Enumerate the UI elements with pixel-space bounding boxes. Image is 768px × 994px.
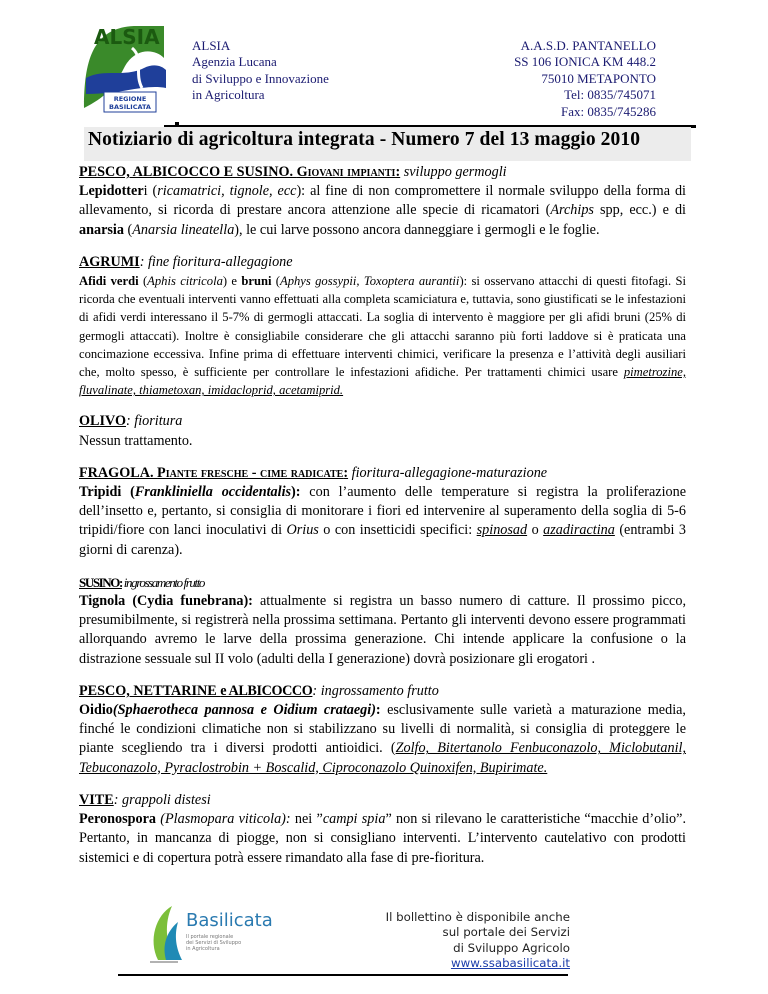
crop-stage: : grappoli distesi — [113, 791, 211, 808]
crop-stage: : ingrossamento frutto — [312, 682, 439, 699]
text: ): al fine di non compromettere il normale sviluppo della forma di allevamento, si ricorda di prestare ancora attenzione alle specie di ricamatori ( — [79, 183, 686, 219]
product-list: pimetrozine, fluvalinate, thiametoxan, imidacloprid, acetamiprid. — [79, 365, 686, 398]
section-heading — [79, 573, 686, 592]
section-text — [79, 483, 686, 560]
crop-stage: : fioritura — [126, 413, 183, 430]
text: attualmente si registra un basso numero di catture. Il prossimo picco, presumibilmente, si registrerà nella prossima settimana. Pertanto gli interventi devono essere programmati allorquando avremo le larve della prossima generazione. Chi intende applicare la confusione o la distrazione sessuale sul II volo (adulti della I generazione) dovrà posizionare gli erogatori . — [79, 593, 686, 667]
footer-line: di Sviluppo Agricolo — [453, 940, 570, 955]
section-heading — [79, 163, 686, 182]
page-title: Notiziario di agricoltura integrata - Numero 7 del 13 maggio 2010 — [88, 129, 641, 150]
text: nei ” — [290, 811, 323, 828]
crop-stage: sviluppo germogli — [400, 164, 507, 180]
species-name: (Plasmopara viticola): — [155, 811, 291, 828]
header-org-line: di Sviluppo e Innovazione — [192, 70, 329, 86]
header-org-line: Agenzia Lucana — [192, 54, 277, 70]
section-heading — [79, 791, 686, 810]
text: ), le cui larve possono ancora danneggiare i germogli e le foglie. — [234, 221, 600, 238]
header-phone: Tel: 0835/745071 — [564, 87, 656, 103]
pest-name: bruni — [241, 274, 272, 289]
alsia-logo — [74, 18, 174, 118]
section-fragola — [79, 464, 686, 560]
section-text — [79, 592, 686, 669]
section-nettarine — [79, 682, 686, 778]
header-address-line: SS 106 IONICA KM 448.2 — [514, 54, 656, 70]
crop-heading: PESCO, NETTARINE — [79, 682, 221, 699]
text-italic: campi spia — [322, 811, 386, 828]
text: ): si osservano attacchi di questi fitofagi. Si ricorda che eventuali interventi vanno effettuati alla completa scamiciatura e, tuttavia, sono giustificati se le infestazioni di afidi verdi interessano il 5-7% di germogli attaccati. La soglia di intervento è maggiore per gli afidi bruni (25% di germogli attaccati). Inoltre è consigliabile considerare che gli attacchi saranno più forti laddove si è praticata una concimazione eccessiva. Infine prima di effettuare interventi chimici, verificare la presenza e l’attività degli ausiliari che, molto spesso, è sufficiente per controllare le infestazioni afidiche. Per trattamenti chimici usare — [79, 274, 687, 380]
text: con l’aumento delle temperature si registra la proliferazione dell’insetto e, pertanto, si consiglia di monitorare i fiori ed intervenire al superamento della soglia di 5-6 tripidi/fiore con lanci inoculativi di — [79, 484, 686, 539]
section-agrumi — [79, 253, 686, 400]
header-org-line: in Agricoltura — [192, 87, 265, 103]
bulletin-body — [79, 163, 686, 881]
species-name: (Sphaerotheca pannosa e Oidium crataegi) — [112, 702, 376, 719]
crop-heading: e ALBICOCCO — [220, 682, 313, 699]
svg-text:REGIONE: REGIONE — [113, 95, 147, 103]
text: ( — [271, 274, 280, 289]
text: ( — [138, 274, 148, 289]
species-name: Aphys gossypii, Toxoptera aurantii — [280, 274, 460, 289]
text: spp, ecc.) e di — [593, 202, 686, 219]
pest-name: Afidi verdi — [79, 274, 139, 289]
pest-name: Oidio — [79, 702, 113, 719]
footer-rule — [118, 974, 568, 976]
crop-heading: VITE — [79, 791, 114, 808]
section-olivo — [79, 412, 686, 450]
pest-name: : — [375, 702, 381, 719]
product-list: Zolfo, Bitertanolo Fenbuconazolo, Miclobutanil, Tebuconazolo, Pyraclostrobin + Boscalid, Ciproconazolo Quinoxifen, Bupirimate. — [79, 740, 686, 776]
crop-heading: OLIVO — [79, 413, 127, 430]
pest-name: anarsia — [79, 221, 124, 238]
section-text — [79, 182, 686, 240]
footer-logo-sub: in Agricoltura — [186, 946, 220, 952]
header-fax: Fax: 0835/745286 — [561, 103, 656, 119]
section-heading — [79, 253, 686, 272]
section-heading — [79, 682, 686, 701]
header-right-block — [514, 38, 656, 120]
colon: : — [395, 164, 401, 180]
footer-logo-sub: Il portale regionale — [186, 934, 234, 940]
pest-name: ): — [291, 484, 301, 501]
pest-name: Peronospora — [79, 811, 156, 828]
section-heading — [79, 464, 686, 483]
species-name: Aphis citricola — [147, 274, 223, 289]
species-name: Anarsia lineatella — [132, 221, 235, 238]
section-vite — [79, 791, 686, 868]
crop-subheading: Giovani impianti — [296, 164, 396, 180]
text: i ( — [143, 183, 158, 200]
footer-notice — [330, 910, 570, 972]
species-name: Frankliniella occidentalis — [134, 484, 292, 501]
section-text — [79, 701, 686, 778]
crop-stage: fioritura-allegagione-maturazione — [348, 464, 548, 481]
footer-line: Il bollettino è disponibile anche — [385, 910, 570, 924]
footer-url-link[interactable]: www.ssabasilicata.it — [450, 956, 570, 971]
footer-logo-name: Basilicata — [186, 910, 273, 931]
product-name: azadiractina — [543, 522, 615, 539]
section-heading — [79, 412, 686, 431]
section-text — [79, 810, 686, 868]
crop-heading: SUSINO: — [79, 574, 122, 590]
text: ) e — [222, 274, 242, 289]
header-left-block — [192, 38, 329, 104]
header-city-line: 75010 METAPONTO — [541, 70, 656, 86]
text: (entrambi 3 giorni di carenza). — [79, 522, 687, 558]
crop-stage: : fine fioritura-allegagione — [139, 253, 293, 270]
text: o — [527, 522, 544, 539]
text: esclusivamente sulle varietà a maturazione media, finché le condizioni climatiche non si stabilizzano su livelli di normalità, si consiglia di proteggere le piante scegliendo tra i diversi prodotti antioidici. ( — [79, 702, 686, 757]
text: o con insetticidi specifici: — [318, 522, 477, 539]
footer-logo-sub: dei Servizi di Sviluppo — [186, 940, 242, 946]
basilicata-portal-logo — [138, 900, 308, 966]
crop-heading: FRAGOLA. — [79, 464, 158, 481]
pest-name: Tripidi ( — [79, 484, 135, 501]
species-name: Orius — [286, 522, 319, 539]
species-name: Archips — [550, 202, 594, 219]
header-org-name: ALSIA — [192, 38, 231, 53]
text: ” non si rilevano le caratteristiche “macchie d’olio”. Pertanto, in mancanza di piogge, non si consigliano interventi. L’intervento cautelativo con prodotti sistemici e di copertura potrà essere rimandato alla fase di pre-fioritura. — [79, 811, 686, 866]
text-italic: ricamatrici, tignole, ecc — [157, 183, 297, 200]
colon: : — [343, 464, 349, 481]
section-text — [79, 272, 686, 399]
footer-line: sul portale dei Servizi — [442, 925, 570, 940]
section-text: Nessun trattamento. — [79, 432, 193, 449]
crop-subheading: Piante fresche - cime radicate — [157, 464, 344, 481]
product-name: spinosad — [476, 522, 528, 539]
svg-text:ALSIA: ALSIA — [94, 25, 160, 49]
svg-text:BASILICATA: BASILICATA — [109, 103, 151, 111]
crop-heading: PESCO, ALBICOCCO E SUSINO. — [79, 164, 297, 180]
text: ( — [123, 221, 133, 238]
pest-name: Tignola (Cydia funebrana): — [79, 593, 253, 610]
section-susino — [79, 573, 686, 669]
crop-stage: ingrossamento frutto — [121, 574, 205, 590]
crop-heading: AGRUMI — [79, 253, 140, 270]
header-office-name: A.A.S.D. PANTANELLO — [520, 38, 656, 53]
section-pesco — [79, 163, 686, 240]
pest-name: Lepidotter — [79, 183, 144, 200]
